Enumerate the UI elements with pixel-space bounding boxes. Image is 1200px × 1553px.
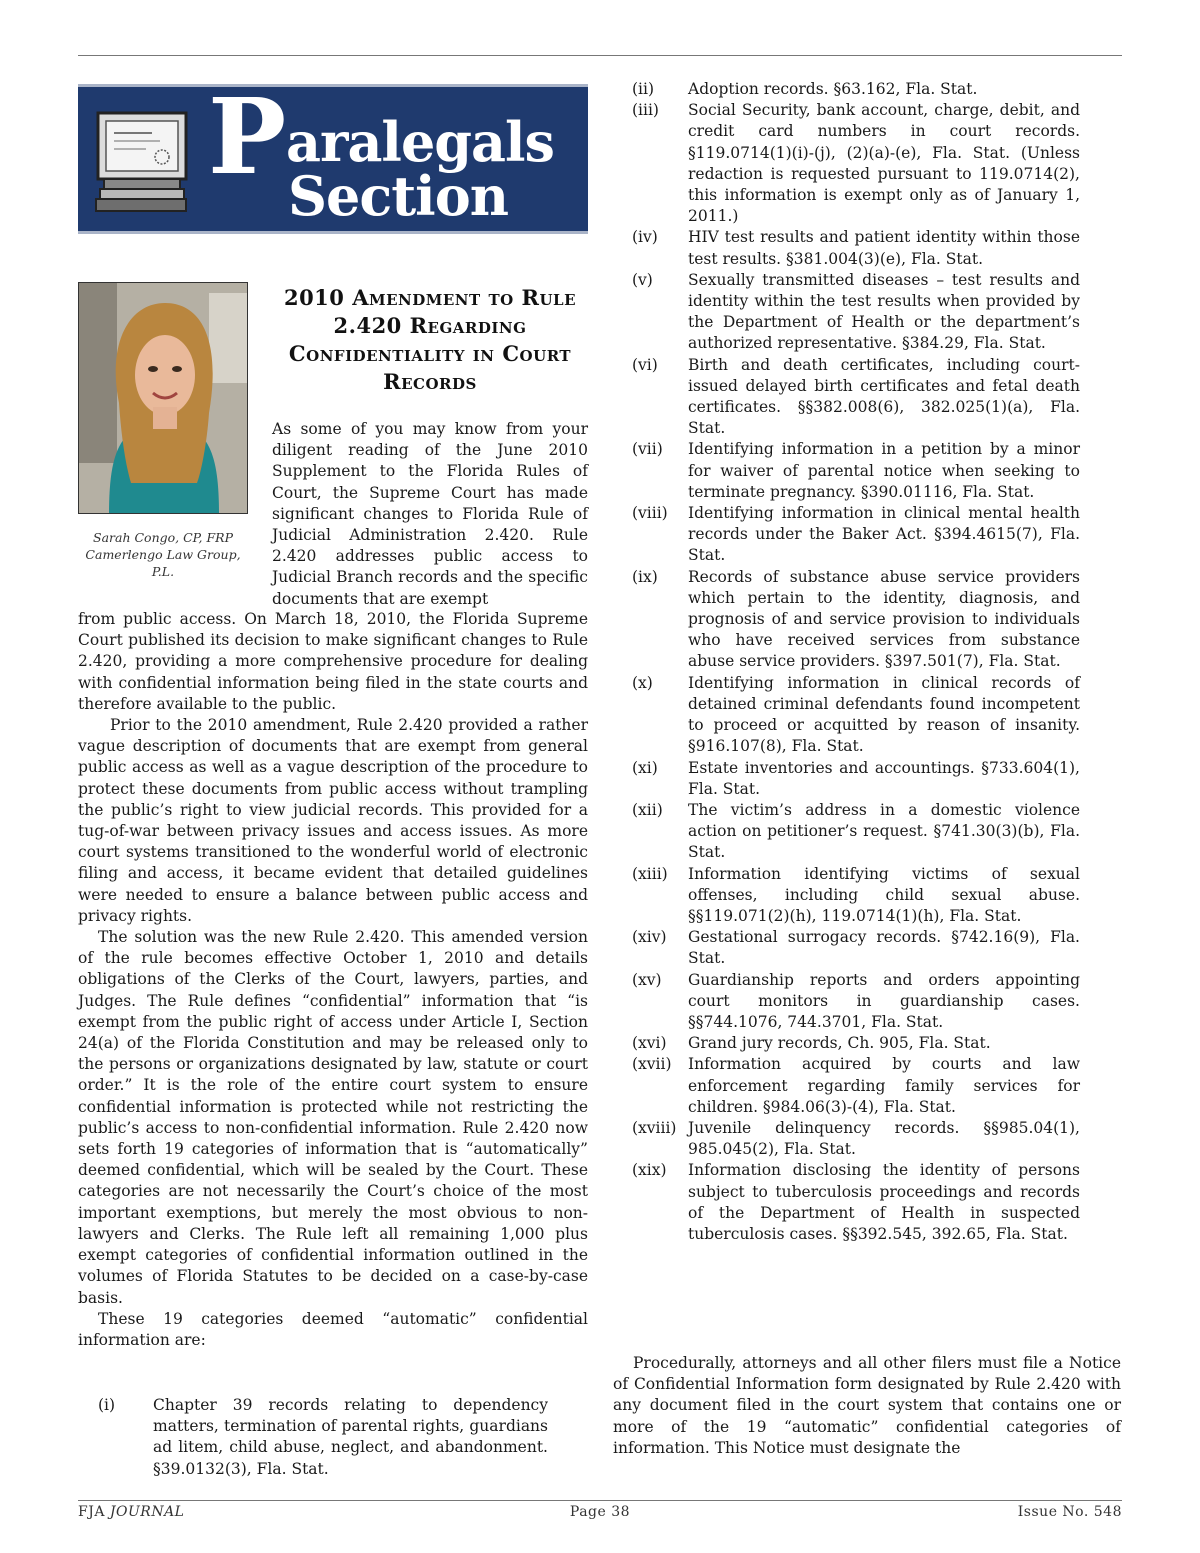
left-column-body (78, 609, 588, 1351)
list-item-number: (viii) (632, 504, 668, 523)
list-item-number: (xiii) (632, 864, 668, 883)
caption-name: Sarah Congo, CP, FRP (93, 530, 233, 545)
list-item-text: Information identifying victims of sexual offenses, including child sexual abuse. §§119.071(2)(h), 119.0714(1)(h), Fla. Stat. (688, 864, 1080, 925)
list-item-text: Adoption records. §63.162, Fla. Stat. (688, 80, 978, 98)
list-item-number: (xviii) (632, 1118, 677, 1137)
banner-word-paralegals: aralegals (286, 110, 554, 174)
author-photo (78, 282, 248, 514)
list-item-number: (i) (98, 1396, 116, 1414)
list-item (632, 758, 1080, 800)
list-item-text: Juvenile delinquency records. §§985.04(1), 985.045(2), Fla. Stat. (688, 1118, 1080, 1159)
list-item-number: (xi) (632, 758, 658, 777)
footer-publication-prefix: FJA (78, 1504, 105, 1520)
list-item (632, 1054, 1080, 1118)
list-item-number: (xvi) (632, 1034, 667, 1053)
footer-issue: Issue No. 548 (1017, 1504, 1122, 1520)
list-item-text: Identifying information in clinical mental health records under the Baker Act. §394.4615(7), Fla. Stat. (688, 504, 1080, 565)
list-item (632, 1118, 1080, 1160)
list-item-number: (vi) (632, 355, 658, 374)
paragraph-4: These 19 categories deemed “automatic” confidential information are: (78, 1309, 588, 1349)
list-item (632, 227, 1080, 269)
list-item (632, 970, 1080, 1034)
list-item-number: (ix) (632, 567, 658, 586)
list-item-text: Records of substance abuse service providers which pertain to the identity, diagnosis, and prognosis of and service provision to individuals who have received services from substance abuse service providers. §397.501(7), Fla. Stat. (688, 567, 1080, 671)
list-item-number: (v) (632, 270, 653, 289)
list-item (632, 1033, 1080, 1054)
top-rule (78, 55, 1122, 56)
list-item (632, 355, 1080, 440)
list-item-number: (xii) (632, 800, 663, 819)
certificate-books-icon (90, 105, 200, 217)
author-portrait-image (79, 283, 248, 514)
list-item-text: Grand jury records, Ch. 905, Fla. Stat. (688, 1034, 991, 1053)
list-item-text: The victim’s address in a domestic violence action on petitioner’s request. §741.30(3)(b), Fla. Stat. (688, 800, 1080, 862)
article-title-line: 2.420 Regarding (333, 313, 527, 338)
bottom-rule (78, 1500, 1122, 1501)
list-item-text: Information acquired by courts and law enforcement regarding family services for children. §984.06(3)-(4), Fla. Stat. (688, 1055, 1080, 1116)
article-title (272, 284, 588, 396)
list-item-number: (iv) (632, 228, 658, 247)
list-item (632, 270, 1080, 355)
list-item (632, 673, 1080, 758)
list-item (632, 927, 1080, 969)
paragraph-5: Procedurally, attorneys and all other filers must file a Notice of Confidential Information form designated by Rule 2.420 with any document filed in the court system that contains one or more of the 19 “automatic” confidential categories of information. This Notice must designate the (613, 1354, 1121, 1457)
list-item-number: (xiv) (632, 928, 667, 947)
list-item-number: (iii) (632, 101, 659, 120)
list-item (632, 79, 1080, 100)
list-item-number: (ii) (632, 80, 655, 98)
list-item (78, 1395, 548, 1480)
caption-firm: Camerlengo Law Group, P.L. (85, 547, 241, 579)
list-item-text: Birth and death certificates, including court-issued delayed birth certificates and fetal death certificates. §§382.008(6), 382.025(1)(a), Fla. Stat. (688, 355, 1080, 438)
right-column-list (632, 79, 1080, 1245)
list-item-text: Chapter 39 records relating to dependency matters, termination of parental rights, guardians ad litem, child abuse, neglect, and abandonment. §39.0132(3), Fla. Stat. (153, 1396, 548, 1478)
list-item (632, 503, 1080, 567)
list-item (632, 567, 1080, 673)
list-item-number: (xix) (632, 1161, 667, 1180)
list-item-number: (vii) (632, 440, 663, 459)
article-title-line: Records (383, 369, 477, 394)
paragraph-3: The solution was the new Rule 2.420. This amended version of the rule becomes effective October 1, 2010 and details obligations of the Clerks of the Court, lawyers, parties, and Judges. The Rule defines “confidential” information that “is exempt from the public right of access under Article I, Section 24(a) of the Florida Constitution and may be released only to the persons or organizations designated by law, statute or court order.” It is the role of the entire court system to ensure confidential information is protected while not restricting the public’s access to non-confidential information. Rule 2.420 now sets forth 19 categories of information that is “automatically” deemed confidential, which will be sealed by the Court. These categories are not necessarily the Court’s choice of the most important exemptions, but merely the most obvious to non-lawyers and Clerks. The Rule left all remaining 1,000 plus exempt categories of confidential information outlined in the volumes of Florida Statutes to be decided on a case-by-case basis. (78, 928, 588, 1307)
list-item-text: Estate inventories and accountings. §733.604(1), Fla. Stat. (688, 758, 1080, 798)
list-item (632, 439, 1080, 503)
list-item (632, 800, 1080, 864)
list-item (632, 864, 1080, 928)
list-item-number: (xvii) (632, 1055, 672, 1074)
list-item-number: (x) (632, 673, 653, 692)
list-item-text: Sexually transmitted diseases – test results and identity within the test results when provided by the Department of Health or the department’s authorized representative. §384.29, Fla. Stat. (688, 270, 1080, 353)
article-intro (272, 419, 588, 610)
intro-paragraph: As some of you may know from your diligent reading of the June 2010 Supplement to the Florida Rules of Court, the Supreme Court has made significant changes to Florida Rule of Judicial Administration 2.420. Rule 2.420 addresses public access to Judicial Branch records and the specific documents that are exempt (272, 420, 588, 608)
list-item-text: Social Security, bank account, charge, debit, and credit card numbers in court records. §119.0714(1)(i)-(j), (2)(a)-(e), Fla. Stat. (Unless redaction is requested pursuant to 119.0714(2), this information is exempt only as of January 1, 2011.) (688, 101, 1080, 226)
list-item (632, 100, 1080, 227)
paragraph-1-continued: from public access. On March 18, 2010, the Florida Supreme Court published its decision to make significant changes to Rule 2.420, providing a more comprehensive procedure for dealing with confidential information being filed in the state courts and therefore available to the public. (78, 610, 588, 713)
photo-caption (78, 529, 248, 580)
list-item-text: Guardianship reports and orders appointing court monitors in guardianship cases. §§744.1076, 744.3701, Fla. Stat. (688, 970, 1080, 1031)
paragraph-2: Prior to the 2010 amendment, Rule 2.420 provided a rather vague description of documents that are exempt from general public access as well as a vague description of the procedure to protect these documents from public access without trampling the public’s right to view judicial records. This provided for a tug-of-war between privacy issues and access issues. As more court systems transitioned to the wonderful world of electronic filing and access, it became evident that detailed guidelines were needed to ensure a balance between public access and privacy rights. (78, 716, 588, 925)
list-item (632, 1160, 1080, 1245)
footer-publication-name: JOURNAL (109, 1504, 185, 1520)
article-title-line: Confidentiality in Court (288, 341, 572, 366)
list-item-text: Identifying information in clinical records of detained criminal defendants found incompetent to proceed or acquitted by reason of insanity. §916.107(8), Fla. Stat. (688, 673, 1080, 756)
right-column-closing (613, 1353, 1121, 1459)
list-item-text: Gestational surrogacy records. §742.16(9), Fla. Stat. (688, 928, 1080, 968)
article-title-line: 2010 Amendment to Rule (283, 285, 577, 310)
banner-word-section: Section (288, 164, 508, 228)
list-item-text: HIV test results and patient identity within those test results. §381.004(3)(e), Fla. Stat. (688, 228, 1080, 268)
list-item-text: Information disclosing the identity of persons subject to tuberculosis proceedings and records of the Department of Health in suspected tuberculosis cases. §§392.545, 392.65, Fla. Stat. (688, 1161, 1080, 1243)
banner-initial: P (208, 84, 287, 198)
list-item-text: Identifying information in a petition by a minor for waiver of parental notice when seeking to terminate pregnancy. §390.01116, Fla. Stat. (688, 440, 1080, 501)
footer-page-number: Page 38 (569, 1504, 631, 1520)
list-item-number: (xv) (632, 970, 662, 989)
section-banner (78, 84, 588, 234)
